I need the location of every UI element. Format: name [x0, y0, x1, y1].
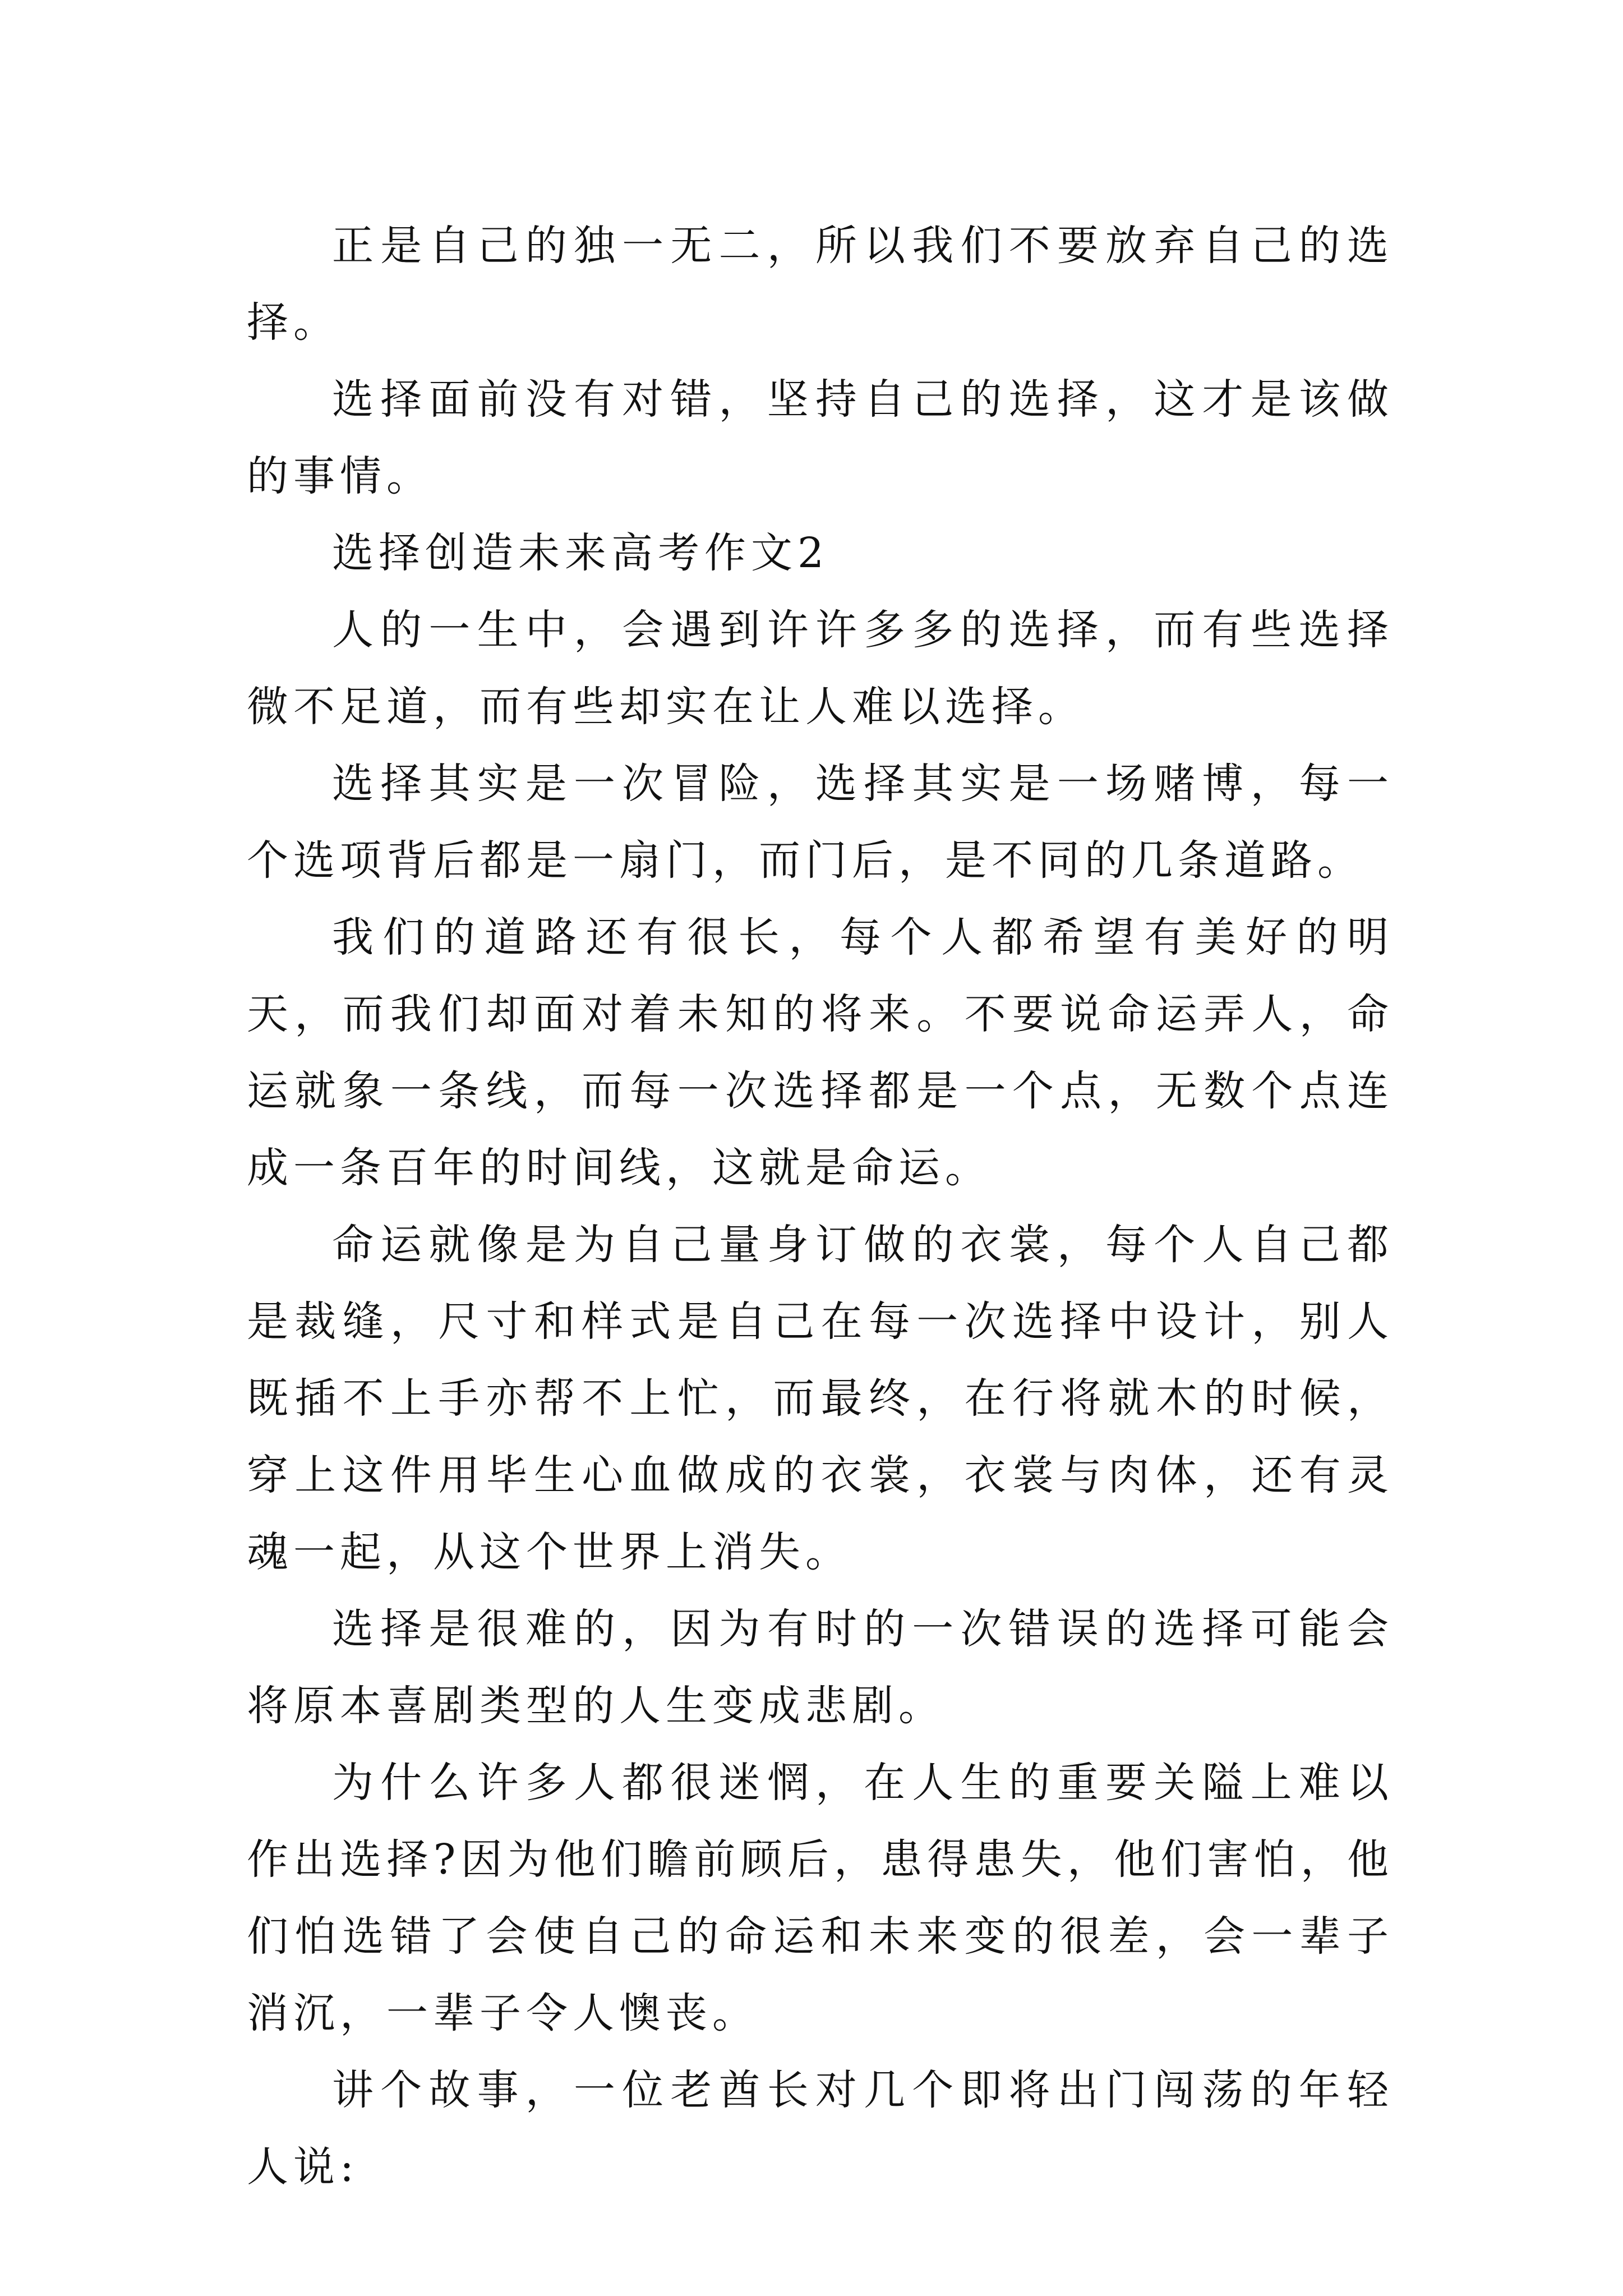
paragraph-2: 选择面前没有对错，坚持自己的选择，这才是该做的事情。	[247, 375, 1394, 500]
paragraph-7: 选择是很难的，因为有时的一次错误的选择可能会将原本喜剧类型的人生变成悲剧。	[247, 1605, 1394, 1730]
paragraph-9: 讲个故事，一位老酋长对几个即将出门闯荡的年轻人说:	[247, 2066, 1394, 2191]
paragraph-3: 人的一生中，会遇到许许多多的选择，而有些选择微不足道，而有些却实在让人难以选择。	[247, 606, 1394, 731]
section-heading: 选择创造未来高考作文2	[332, 529, 829, 577]
essay-text	[247, 208, 1394, 2206]
paragraph-4: 选择其实是一次冒险，选择其实是一场赌博，每一个选项背后都是一扇门，而门后，是不同的几条道路。	[247, 760, 1394, 885]
paragraph-5: 我们的道路还有很长，每个人都希望有美好的明天，而我们却面对着未知的将来。不要说命运弄人，命运就象一条线，而每一次选择都是一个点，无数个点连成一条百年的时间线，这就是命运。	[247, 913, 1394, 1192]
paragraph-6: 命运就像是为自己量身订做的衣裳，每个人自己都是裁缝，尺寸和样式是自己在每一次选择中设计，别人既插不上手亦帮不上忙，而最终，在行将就木的时候，穿上这件用毕生心血做成的衣裳，衣裳与肉体，还有灵魂一起，从这个世界上消失。	[247, 1221, 1394, 1576]
paragraph-8: 为什么许多人都很迷惘，在人生的重要关隘上难以作出选择?因为他们瞻前顾后，患得患失，他们害怕，他们怕选错了会使自己的命运和未来变的很差，会一辈子消沉，一辈子令人懊丧。	[247, 1759, 1394, 2037]
paragraph-1: 正是自己的独一无二，所以我们不要放弃自己的选择。	[247, 222, 1394, 347]
